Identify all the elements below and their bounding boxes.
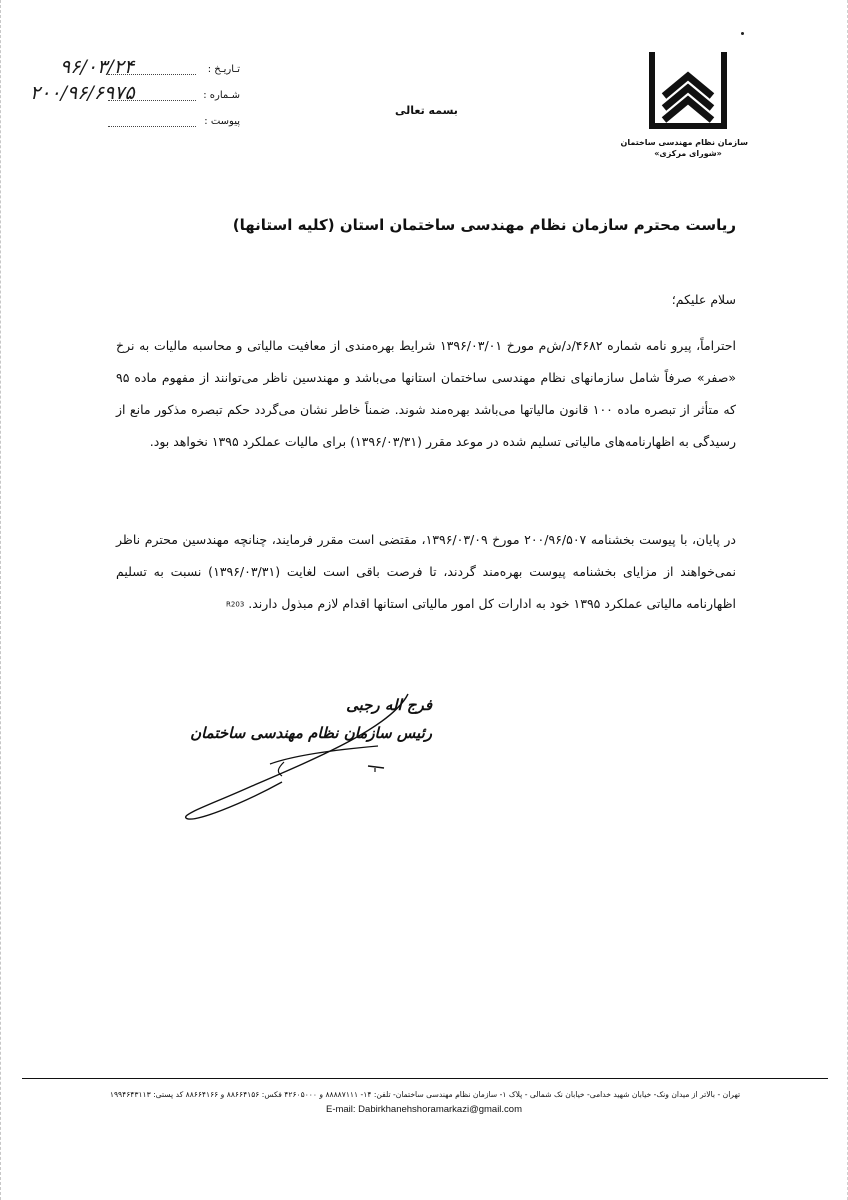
number-value: ۲۰۰/۹۶/۶۹۷۵ bbox=[30, 82, 135, 104]
date-value: ۹۶/۰۳/۲۴ bbox=[60, 56, 135, 78]
paragraph-2: در پایان، با پیوست بخشنامه ۲۰۰/۹۶/۵۰۷ مورخ ۱۳۹۶/۰۳/۰۹، مقتضی است مقرر فرمایند، چنانچه مهندسین محترم ناظر نمی‌خواهند از مزایای بخشنامه پیوست بهره‌مند گردند، تا فرصت باقی است لغایت (۱۳۹۶/۰۳/۳۱) نسبت به تسلیم اظهارنامه مالیاتی عملکرد ۱۳۹۵ خود به ادارات کل امور مالیاتی استانها اقدام لازم مبذول دارند. bbox=[116, 532, 736, 611]
org-name: سازمان نظام مهندسی ساختمان bbox=[620, 138, 748, 147]
salutation: سلام علیکم؛ bbox=[671, 292, 736, 307]
number-row bbox=[30, 82, 240, 108]
letter-meta bbox=[30, 56, 240, 134]
org-subtitle: «شورای مرکزی» bbox=[654, 149, 722, 158]
footer-address: تهران - بالاتر از میدان ونک- خیابان شهید خدامی- خیابان نک شمالی - پلاک ۱- سازمان نظام مهندسی ساختمان- تلفن: ۱۴- ۸۸۸۸۷۱۱۱ و ۴۲۶۰۵۰۰۰ فکس: ۸۸۶۶۴۱۵۶ و ۸۸۶۶۴۱۶۶ کد پستی: ۱۹۹۴۶۴۳۱۱۳ bbox=[109, 1090, 741, 1099]
signer-name: فرج اله رجبی bbox=[346, 696, 432, 714]
signer-title: رئیس سازمان نظام مهندسی ساختمان bbox=[190, 724, 432, 742]
attachment-dotted-line bbox=[108, 126, 196, 127]
attachment-label: پیوست : bbox=[204, 116, 240, 127]
bismillah: بسمه تعالی bbox=[395, 104, 458, 117]
paragraph-2-container bbox=[116, 524, 736, 621]
number-label: شـماره : bbox=[203, 90, 240, 101]
recipient-heading: ریاست محترم سازمان نظام مهندسی ساختمان استان (کلیه استانها) bbox=[232, 216, 736, 234]
date-label: تـاریـخ : bbox=[207, 64, 240, 75]
org-logo bbox=[620, 46, 748, 158]
scan-edge-left bbox=[0, 0, 5, 1200]
footer-divider bbox=[22, 1078, 828, 1079]
scan-edge-right bbox=[844, 0, 848, 1200]
org-emblem-icon bbox=[642, 46, 734, 134]
attachment-row bbox=[30, 108, 240, 134]
date-row bbox=[30, 56, 240, 82]
footer-email: E-mail: Dabirkhanehshoramarkazi@gmail.com bbox=[325, 1104, 523, 1115]
signature-block bbox=[172, 686, 432, 836]
paragraph-1: احتراماً، پیرو نامه شماره ۴۶۸۲/د/ش‌م مورخ ۱۳۹۶/۰۳/۰۱ شرایط بهره‌مندی از معافیت مالیاتی و محاسبه مالیات به نرخ «صفر» صرفاً شامل سازمانهای نظام مهندسی ساختمان استانها می‌باشد و مهندسین ناظر می‌توانند از مفهوم ماده ۹۵ که متأثر از تبصره ماده ۱۰۰ قانون مالیاتها می‌باشد بهره‌مند شوند. ضمناً خاطر نشان می‌گردد حکم تبصره مذکور مانع از رسیدگی به اظهارنامه‌های مالیاتی تسلیم شده در موعد مقرر (۱۳۹۶/۰۳/۳۱) برای مالیات عملکرد ۱۳۹۵ نخواهد بود. bbox=[116, 338, 737, 449]
scan-speck bbox=[741, 32, 744, 35]
code-mark: R203 bbox=[226, 600, 245, 609]
